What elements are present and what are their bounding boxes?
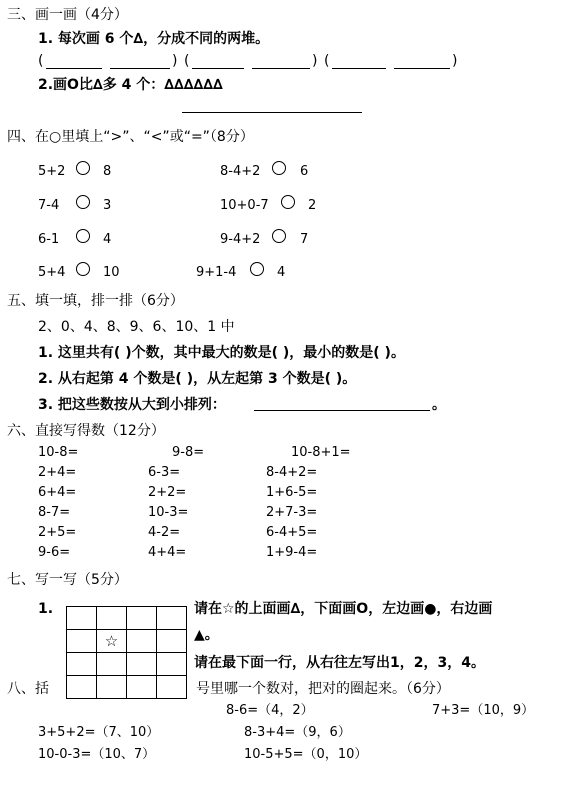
compare-circle[interactable] [76,262,90,276]
grid-cell[interactable] [127,676,157,699]
answer-blank[interactable] [252,68,310,69]
paren-close: ) [312,53,318,69]
calc-item: 2+5= [38,525,77,540]
section-5-question-1: 1. 这里共有( )个数，其中最大的数是( )，最小的数是( )。 [38,345,405,361]
grid-cell[interactable] [127,607,157,630]
section-7-instruction-1: 请在☆的上面画∆，下面画O，左边画●，右边画 [194,601,493,617]
section-8-instruction: 号里哪一个数对，把对的圈起来。（6分） [196,681,450,697]
grid-cell[interactable] [157,653,187,676]
calc-item: 6-3= [148,465,181,480]
calc-item: 9-8= [172,445,205,460]
answer-blank[interactable] [394,68,450,69]
answer-blank[interactable] [110,68,170,69]
calc-item: 10-8+1= [291,445,351,460]
paren-close: ) [452,53,458,69]
calc-item: 1+9-4= [266,545,318,560]
answer-blank[interactable] [192,68,244,69]
calc-item: 10-8= [38,445,79,460]
grid-cell[interactable] [97,607,127,630]
calc-item: 4-2= [148,525,181,540]
calc-item: 8-7= [38,505,71,520]
compare-circle[interactable] [76,195,90,209]
calc-item: 9-6= [38,545,71,560]
compare-left: 9-4+2 [220,232,261,247]
section-7-instruction-2: ▲。 [194,627,219,643]
section-7-instruction-3: 请在最下面一行，从右往左写出1，2，3，4。 [194,655,485,671]
grid-cell[interactable] [157,607,187,630]
choice-item[interactable]: 7+3=（10，9） [432,703,535,718]
compare-circle[interactable] [250,262,264,276]
compare-left: 5+2 [38,164,66,179]
compare-right: 3 [103,198,112,213]
grid-cell[interactable] [67,607,97,630]
compare-right: 8 [103,164,112,179]
question-number: 1. [38,601,54,617]
calc-item: 4+4= [148,545,187,560]
grid-cell[interactable] [157,676,187,699]
period: 。 [432,397,446,413]
compare-right: 4 [277,265,286,280]
section-7-title: 七、写一写（5分） [7,572,128,588]
number-list: 2、0、4、8、9、6、10、1 中 [38,319,235,335]
choice-item[interactable]: 10-5+5=（0，10） [244,747,368,762]
compare-circle[interactable] [281,195,295,209]
compare-circle[interactable] [76,161,90,175]
compare-left: 9+1-4 [196,265,237,280]
choice-item[interactable]: 8-3+4=（9，6） [244,725,351,740]
grid-cell[interactable] [67,676,97,699]
calc-item: 2+2= [148,485,187,500]
compare-right: 2 [308,198,317,213]
calc-item: 6+4= [38,485,77,500]
section-5-question-2: 2. 从右起第 4 个数是( )，从左起第 3 个数是( )。 [38,371,357,387]
compare-left: 10+0-7 [220,198,269,213]
choice-item[interactable]: 3+5+2=（7、10） [38,725,160,740]
compare-left: 7-4 [38,198,60,213]
grid-cell[interactable] [97,676,127,699]
calc-item: 6-4+5= [266,525,318,540]
paren-open: ( [324,53,330,69]
grid-cell[interactable] [97,653,127,676]
paren-close: ) [172,53,178,69]
grid-cell[interactable] [127,653,157,676]
choice-item[interactable]: 8-6=（4，2） [226,703,314,718]
section-6-title: 六、直接写得数（12分） [7,423,165,439]
grid-cell[interactable] [67,653,97,676]
calc-item: 2+7-3= [266,505,318,520]
grid-cell[interactable] [127,630,157,653]
compare-left: 5+4 [38,265,66,280]
compare-left: 8-4+2 [220,164,261,179]
calc-item: 1+6-5= [266,485,318,500]
answer-blank[interactable] [46,68,102,69]
grid-cell[interactable] [157,630,187,653]
star-icon: ☆ [104,631,119,650]
answer-blank[interactable] [332,68,386,69]
position-grid [66,606,187,699]
section-8-title: 八、括 [7,681,49,697]
paren-open: ( [38,53,44,69]
section-3-question-1: 1. 每次画 6 个∆，分成不同的两堆。 [38,31,270,47]
compare-right: 10 [103,265,120,280]
choice-item[interactable]: 10-0-3=（10、7） [38,747,156,762]
compare-circle[interactable] [76,229,90,243]
compare-right: 4 [103,232,112,247]
grid-cell[interactable] [67,630,97,653]
calc-item: 2+4= [38,465,77,480]
section-3-title: 三、画一画（4分） [7,7,128,23]
answer-blank[interactable] [254,410,430,411]
grid-cell[interactable] [97,630,127,653]
section-5-question-3: 3. 把这些数按从大到小排列： [38,397,226,413]
compare-circle[interactable] [272,229,286,243]
compare-right: 7 [300,232,309,247]
compare-circle[interactable] [272,161,286,175]
answer-blank[interactable] [182,112,362,113]
compare-right: 6 [300,164,309,179]
calc-item: 10-3= [148,505,189,520]
section-5-title: 五、填一填，排一排（6分） [7,293,184,309]
section-4-title: 四、在○里填上“>”、“<”或“=”（8分） [7,129,254,145]
section-3-question-2: 2.画O比∆多 4 个：∆∆∆∆∆∆ [38,77,223,93]
compare-left: 6-1 [38,232,60,247]
calc-item: 8-4+2= [266,465,318,480]
paren-open: ( [184,53,190,69]
